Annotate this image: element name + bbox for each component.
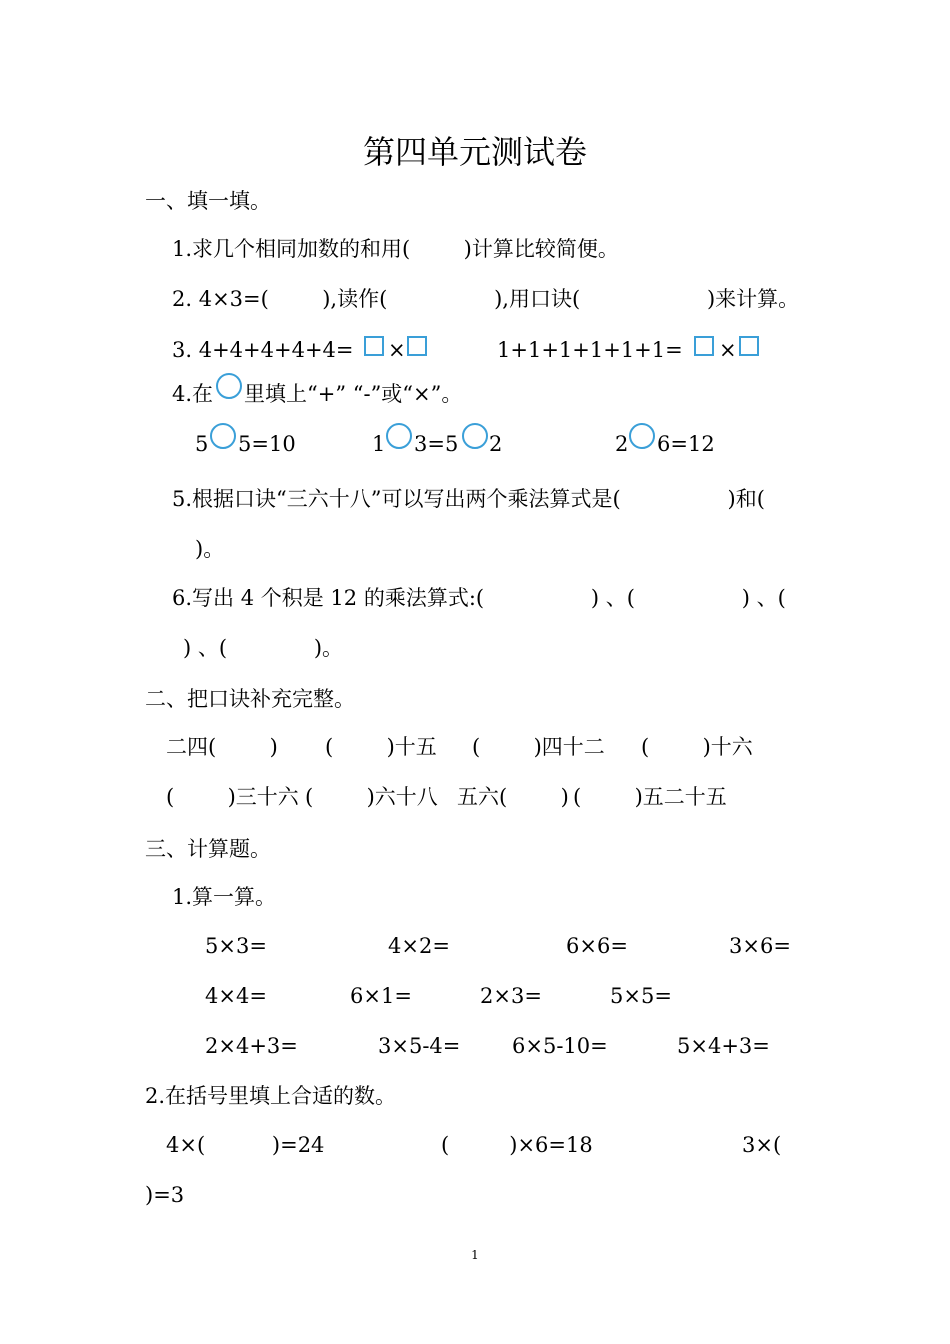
answer-circle[interactable] <box>629 423 655 449</box>
page-title: 第四单元测试卷 <box>362 133 587 171</box>
question-4-prefix: 4.在 <box>172 382 214 406</box>
question-1: 1.求几个相同加数的和用( )计算比较简便。 <box>172 237 619 261</box>
answer-circle[interactable] <box>210 423 236 449</box>
q4-item-b-part2: 3=5 <box>414 432 459 456</box>
calc-item: 2×3= <box>480 984 542 1008</box>
calc-item: 5×4+3= <box>677 1034 770 1058</box>
koujue-item: 五六( ) <box>457 785 569 809</box>
calc-subheading-2: 2.在括号里填上合适的数。 <box>145 1084 397 1108</box>
question-3-right: 1+1+1+1+1+1= <box>497 338 683 362</box>
answer-box[interactable] <box>407 336 427 356</box>
q4-item-c-part1: 2 <box>615 432 629 456</box>
answer-box[interactable] <box>739 336 759 356</box>
answer-circle[interactable] <box>386 423 412 449</box>
koujue-item: 二四( ) <box>166 735 278 759</box>
q4-item-a-part2: 5=10 <box>238 432 296 456</box>
section-heading-fill: 一、填一填。 <box>145 189 271 213</box>
calc-item: 3×6= <box>729 934 791 958</box>
times-sign: × <box>719 338 737 362</box>
calc-item: 6×6= <box>566 934 628 958</box>
page-number: 1 <box>471 1248 479 1262</box>
koujue-item: ( )十六 <box>641 735 753 759</box>
q4-item-a-part1: 5 <box>195 432 209 456</box>
calc-item: 6×1= <box>350 984 412 1008</box>
q4-item-b-part1: 1 <box>372 432 386 456</box>
calc-item: 5×3= <box>205 934 267 958</box>
answer-box[interactable] <box>364 336 384 356</box>
answer-circle[interactable] <box>462 423 488 449</box>
q4-item-b-part3: 2 <box>489 432 503 456</box>
koujue-item: ( )五二十五 <box>573 785 727 809</box>
koujue-item: ( )四十二 <box>472 735 605 759</box>
fill-number-item: ( )×6=18 <box>441 1133 593 1157</box>
question-6-line2: ) 、( )。 <box>183 636 344 660</box>
answer-circle[interactable] <box>216 373 242 399</box>
fill-number-item: 3×( <box>742 1133 782 1157</box>
section-heading-calc: 三、计算题。 <box>145 837 271 861</box>
calc-item: 4×4= <box>205 984 267 1008</box>
koujue-item: ( )六十八 <box>305 785 438 809</box>
calc-item: 2×4+3= <box>205 1034 298 1058</box>
fill-number-item: 4×( )=24 <box>166 1133 325 1157</box>
question-3-left: 3. 4+4+4+4+4= <box>172 338 354 362</box>
question-5-line1: 5.根据口诀“三六十八”可以写出两个乘法算式是( )和( <box>172 487 765 511</box>
question-5-line2: )。 <box>195 537 225 561</box>
times-sign: × <box>388 338 406 362</box>
question-2: 2. 4×3=( ),读作( ),用口诀( )来计算。 <box>172 287 800 311</box>
question-6-line1: 6.写出 4 个积是 12 的乘法算式:( ) 、( ) 、( <box>172 586 786 610</box>
section-heading-koujue: 二、把口诀补充完整。 <box>145 687 355 711</box>
answer-box[interactable] <box>694 336 714 356</box>
koujue-item: ( )十五 <box>325 735 437 759</box>
question-4-suffix: 里填上“+” “-”或“×”。 <box>244 382 463 406</box>
koujue-item: ( )三十六 <box>166 785 299 809</box>
calc-item: 6×5-10= <box>512 1034 608 1058</box>
q4-item-c-part2: 6=12 <box>657 432 715 456</box>
calc-item: 3×5-4= <box>378 1034 461 1058</box>
calc-item: 4×2= <box>388 934 450 958</box>
fill-number-item-tail: )=3 <box>145 1183 185 1207</box>
calc-item: 5×5= <box>610 984 672 1008</box>
calc-subheading-1: 1.算一算。 <box>172 885 277 909</box>
